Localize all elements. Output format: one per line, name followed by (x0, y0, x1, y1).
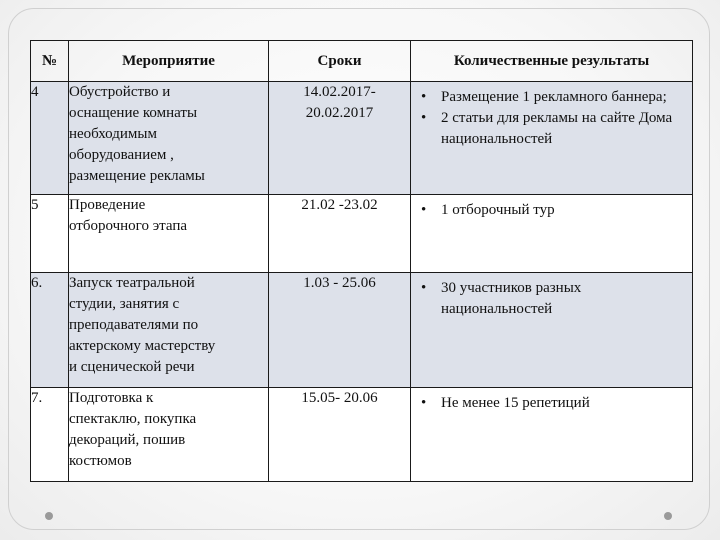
result-item: • 1 отборочный тур (419, 200, 688, 221)
result-item: • Размещение 1 рекламного баннера; (419, 87, 688, 108)
event-line: и сценической речи (69, 359, 195, 375)
event-line: костюмов (69, 453, 132, 469)
result-item: • 2 статьи для рекламы на сайте Дома национальностей (419, 108, 688, 150)
event-line: актерскому мастерству (69, 338, 216, 354)
row-dates (269, 273, 411, 388)
event-line: преподавателями по (69, 317, 199, 333)
header-row (31, 41, 693, 82)
result-item: • 30 участников разных национальностей (419, 278, 688, 320)
plan-table (30, 40, 693, 482)
row-results (411, 388, 693, 482)
row-num: 4 (31, 82, 69, 195)
event-line: студии, занятия с (69, 296, 180, 312)
row-dates (269, 82, 411, 195)
table-row (31, 82, 693, 195)
row-results (411, 195, 693, 273)
row-dates (269, 195, 411, 273)
decorative-dot-icon (45, 512, 53, 520)
result-item: • Не менее 15 репетиций (419, 393, 688, 414)
row-event (69, 195, 269, 273)
table-row (31, 273, 693, 388)
row-results (411, 82, 693, 195)
row-num: 5 (31, 195, 69, 273)
row-num: 7. (31, 388, 69, 482)
event-line: оснащение комнаты (69, 105, 198, 121)
decorative-dot-icon (664, 512, 672, 520)
table-row (31, 195, 693, 273)
header-event: Мероприятие (69, 41, 269, 82)
header-dates: Сроки (269, 41, 411, 82)
event-line: Подготовка к (69, 390, 154, 406)
event-line: необходимым (69, 126, 157, 142)
table-row (31, 388, 693, 482)
row-event (69, 273, 269, 388)
event-line: декораций, пошив (69, 432, 186, 448)
event-line: отборочного этапа (69, 218, 188, 234)
dates-line: 14.02.2017- (303, 84, 376, 100)
event-line: Проведение (69, 197, 146, 213)
event-line: спектаклю, покупка (69, 411, 197, 427)
row-results (411, 273, 693, 388)
event-line: Запуск театральной (69, 275, 195, 291)
dates-line: 15.05- 20.06 (301, 390, 378, 406)
row-dates (269, 388, 411, 482)
row-event (69, 388, 269, 482)
row-event (69, 82, 269, 195)
dates-line: 20.02.2017 (305, 105, 374, 121)
event-line: Обустройство и (69, 84, 171, 100)
event-line: размещение рекламы (69, 168, 205, 184)
row-num: 6. (31, 273, 69, 388)
header-num: № (31, 41, 69, 82)
dates-line: 21.02 -23.02 (301, 197, 378, 213)
dates-line: 1.03 - 25.06 (303, 275, 376, 291)
event-line: оборудованием , (69, 147, 174, 163)
header-results: Количественные результаты (411, 41, 693, 82)
